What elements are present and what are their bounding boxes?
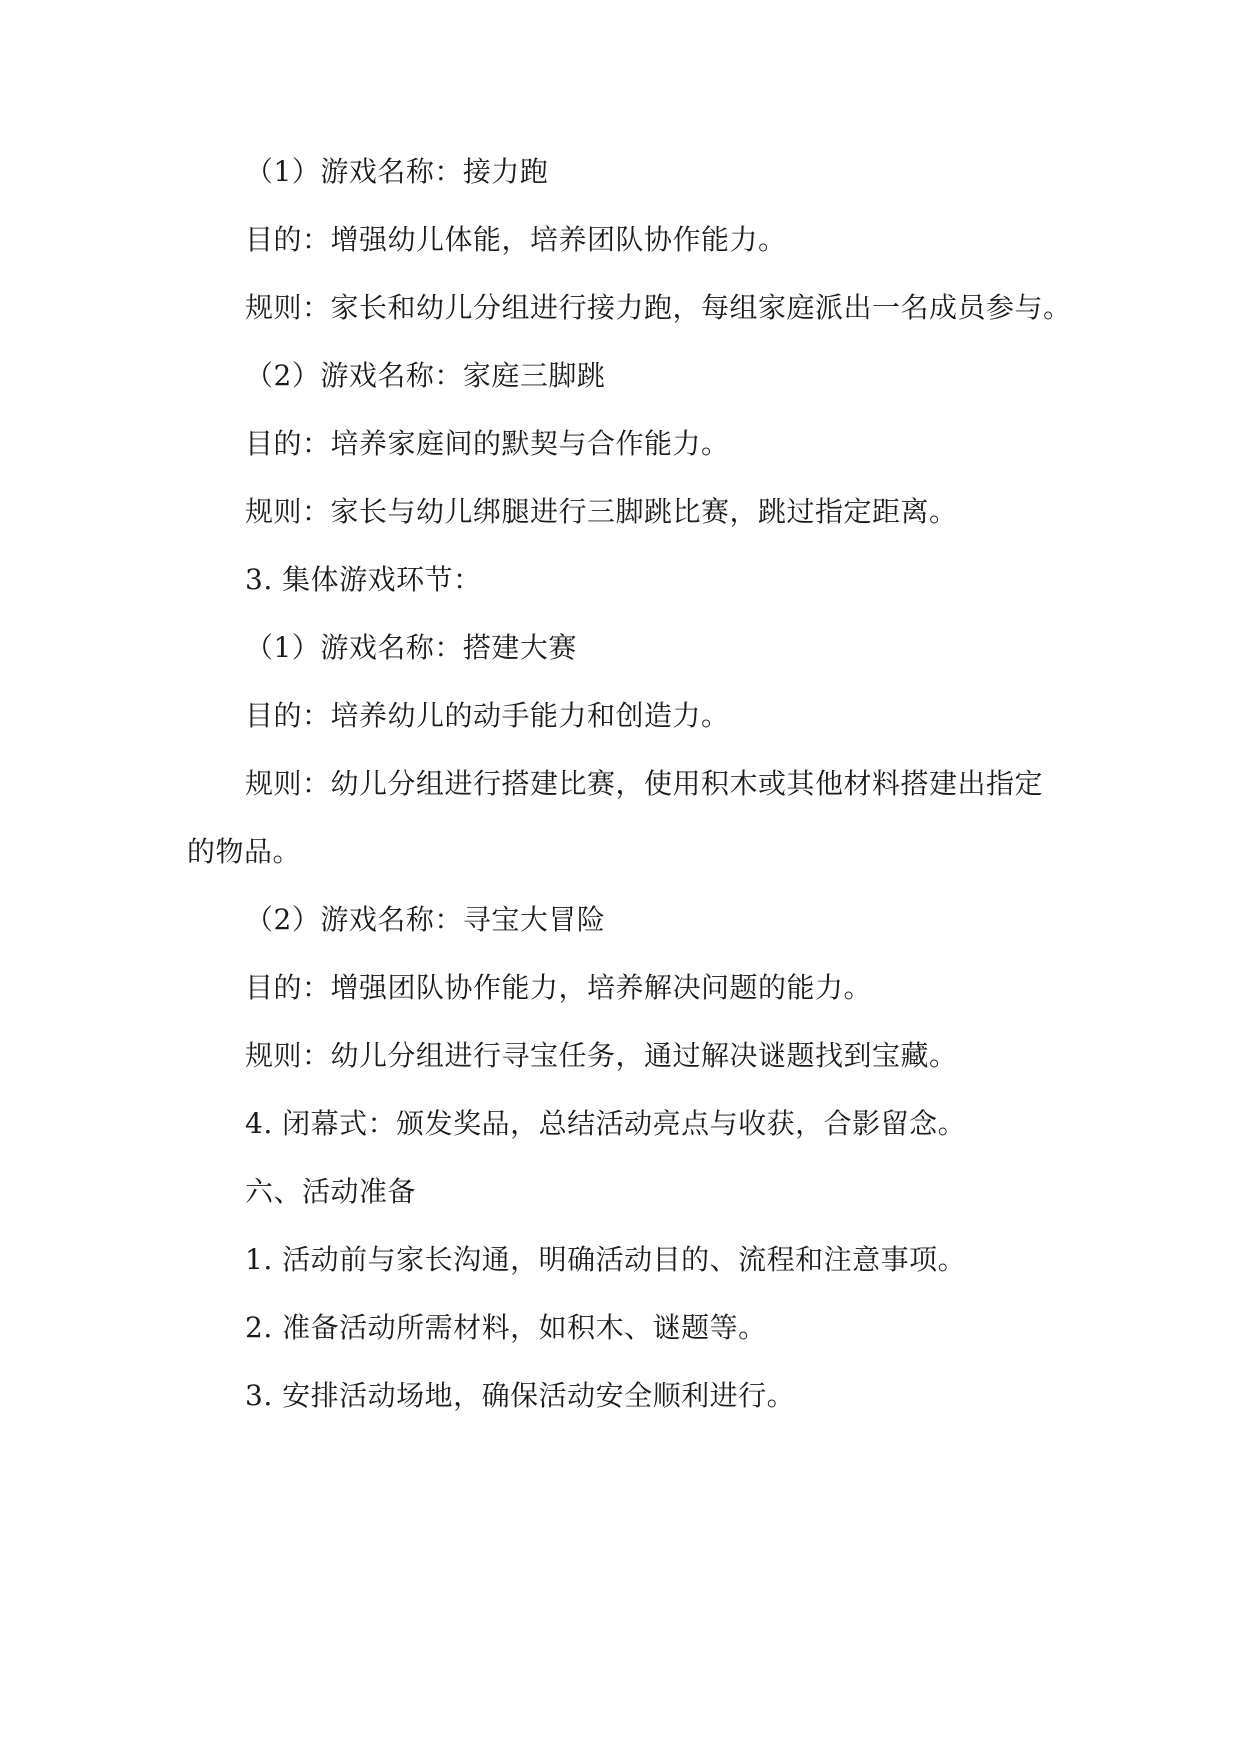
purpose-line: 目的：增强幼儿体能，培养团队协作能力。 xyxy=(245,223,787,256)
purpose-line: 目的：培养家庭间的默契与合作能力。 xyxy=(245,427,730,460)
rule-line-continuation: 的物品。 xyxy=(187,835,302,868)
preparation-item: 3. 安排活动场地，确保活动安全顺利进行。 xyxy=(245,1379,796,1412)
section-heading-preparation: 六、活动准备 xyxy=(245,1175,417,1208)
rule-line: 规则：家长与幼儿绑腿进行三脚跳比赛，跳过指定距离。 xyxy=(245,495,958,528)
game-title-treasure-hunt: （2）游戏名称：寻宝大冒险 xyxy=(245,903,606,936)
preparation-item: 1. 活动前与家长沟通，明确活动目的、流程和注意事项。 xyxy=(245,1243,967,1276)
purpose-line: 目的：增强团队协作能力，培养解决问题的能力。 xyxy=(245,971,873,1004)
rule-line: 规则：家长和幼儿分组进行接力跑，每组家庭派出一名成员参与。 xyxy=(245,291,1072,324)
rule-line: 规则：幼儿分组进行搭建比赛，使用积木或其他材料搭建出指定 xyxy=(245,767,1044,800)
rule-line: 规则：幼儿分组进行寻宝任务，通过解决谜题找到宝藏。 xyxy=(245,1039,958,1072)
closing-ceremony-item: 4. 闭幕式：颁发奖品，总结活动亮点与收获，合影留念。 xyxy=(245,1107,967,1140)
game-title-three-legged: （2）游戏名称：家庭三脚跳 xyxy=(245,359,606,392)
preparation-item: 2. 准备活动所需材料，如积木、谜题等。 xyxy=(245,1311,767,1344)
game-title-relay: （1）游戏名称：接力跑 xyxy=(245,155,549,188)
game-title-building: （1）游戏名称：搭建大赛 xyxy=(245,631,577,664)
section-heading-group-games: 3. 集体游戏环节： xyxy=(245,563,482,596)
purpose-line: 目的：培养幼儿的动手能力和创造力。 xyxy=(245,699,730,732)
